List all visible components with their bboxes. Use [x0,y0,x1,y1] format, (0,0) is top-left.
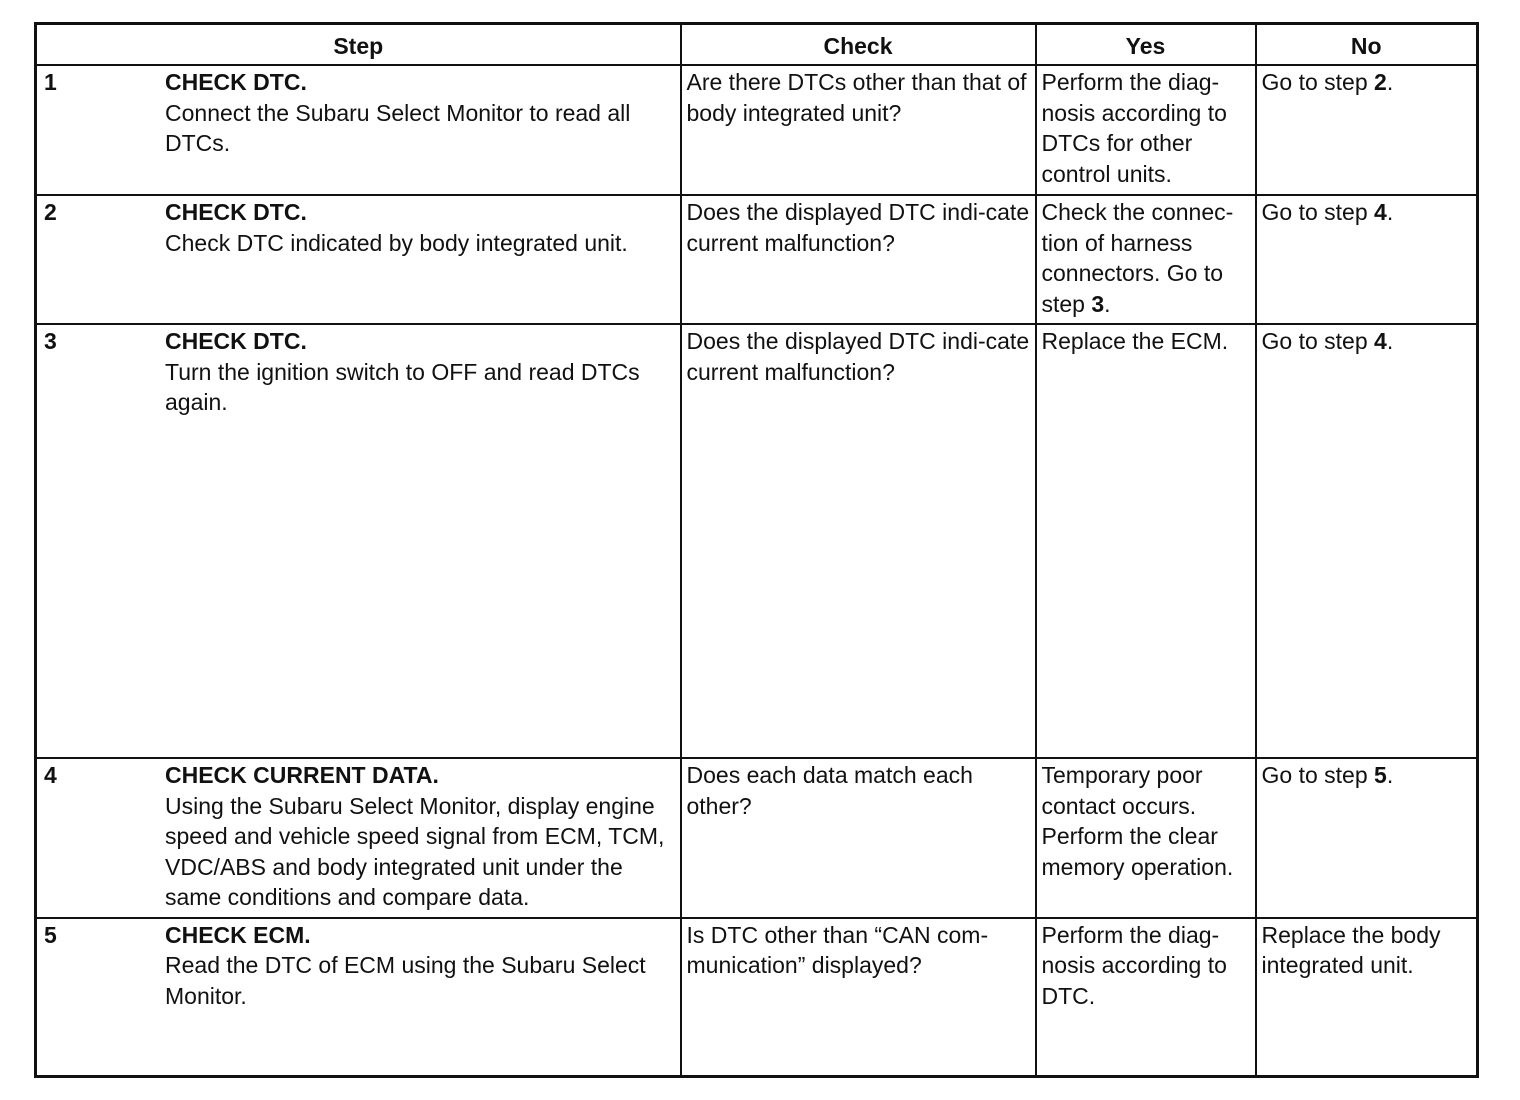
step-cell [36,758,681,918]
no-step-ref: 4 [1374,199,1387,225]
no-text: Go to step [1261,762,1375,788]
check-cell: Does the displayed DTC indi-cate current malfunction? [681,195,1036,324]
step-cell [36,918,681,1077]
header-yes: Yes [1036,24,1256,66]
check-cell: Does the displayed DTC indi-cate current malfunction? [681,324,1036,758]
no-cell: Replace the body integrated unit. [1256,918,1478,1077]
step-number: 2 [44,199,57,225]
table-row [36,195,1478,324]
step-text: Turn the ignition switch to OFF and read DTCs again. [165,358,640,415]
step-text: Connect the Subaru Select Monitor to read all DTCs. [165,99,631,156]
no-cell [1256,758,1478,918]
no-suffix: . [1386,328,1394,354]
step-number: 3 [44,328,57,354]
header-step: Step [36,24,681,66]
no-suffix: . [1386,69,1394,95]
step-text: Read the DTC of ECM using the Subaru Select Monitor. [165,952,646,1009]
step-cell [36,324,681,758]
step-cell [36,195,681,324]
no-step-ref: 2 [1374,69,1387,95]
step-title: CHECK CURRENT DATA. [165,762,439,788]
step-text: Using the Subaru Select Monitor, display engine speed and vehicle speed signal from ECM, TCM, VDC/ABS and body integrated unit under the same conditions and compare data. [165,792,665,910]
header-no: No [1256,24,1478,66]
table-row [36,324,1478,758]
yes-cell: Temporary poor contact occurs. Perform the clear memory operation. [1036,758,1256,918]
yes-suffix: . [1104,290,1111,317]
no-step-ref: 4 [1374,328,1387,354]
no-cell [1256,324,1478,758]
check-cell: Are there DTCs other than that of body integrated unit? [681,65,1036,195]
no-text: Go to step [1261,328,1375,354]
no-text: Go to step [1261,69,1375,95]
no-step-ref: 5 [1374,762,1387,788]
header-row [36,24,1478,66]
step-cell [36,65,681,195]
yes-cell: Perform the diag-nosis according to DTCs for other control units. [1036,65,1256,195]
yes-cell: Replace the ECM. [1036,324,1256,758]
check-cell: Is DTC other than “CAN com-munication” displayed? [681,918,1036,1077]
no-suffix: . [1386,199,1394,225]
yes-step-ref: 3 [1091,290,1105,317]
step-number: 4 [44,762,57,788]
no-text: Go to step [1261,199,1375,225]
yes-text: Check the connec-tion of harness connectors. Go to step [1041,199,1234,317]
step-text: Check DTC indicated by body integrated unit. [165,229,628,256]
no-cell [1256,65,1478,195]
table-row [36,918,1478,1077]
step-title: CHECK DTC. [165,69,307,95]
header-check: Check [681,24,1036,66]
step-title: CHECK ECM. [165,921,311,948]
yes-cell: Perform the diag-nosis according to DTC. [1036,918,1256,1077]
yes-cell [1036,195,1256,324]
no-suffix: . [1386,762,1394,788]
table-row [36,65,1478,195]
step-number: 1 [44,69,57,95]
table-row [36,758,1478,918]
check-cell: Does each data match each other? [681,758,1036,918]
no-cell [1256,195,1478,324]
step-title: CHECK DTC. [165,199,307,225]
step-title: CHECK DTC. [165,328,307,354]
step-number: 5 [44,921,57,948]
diagnostic-table [34,22,1479,1078]
